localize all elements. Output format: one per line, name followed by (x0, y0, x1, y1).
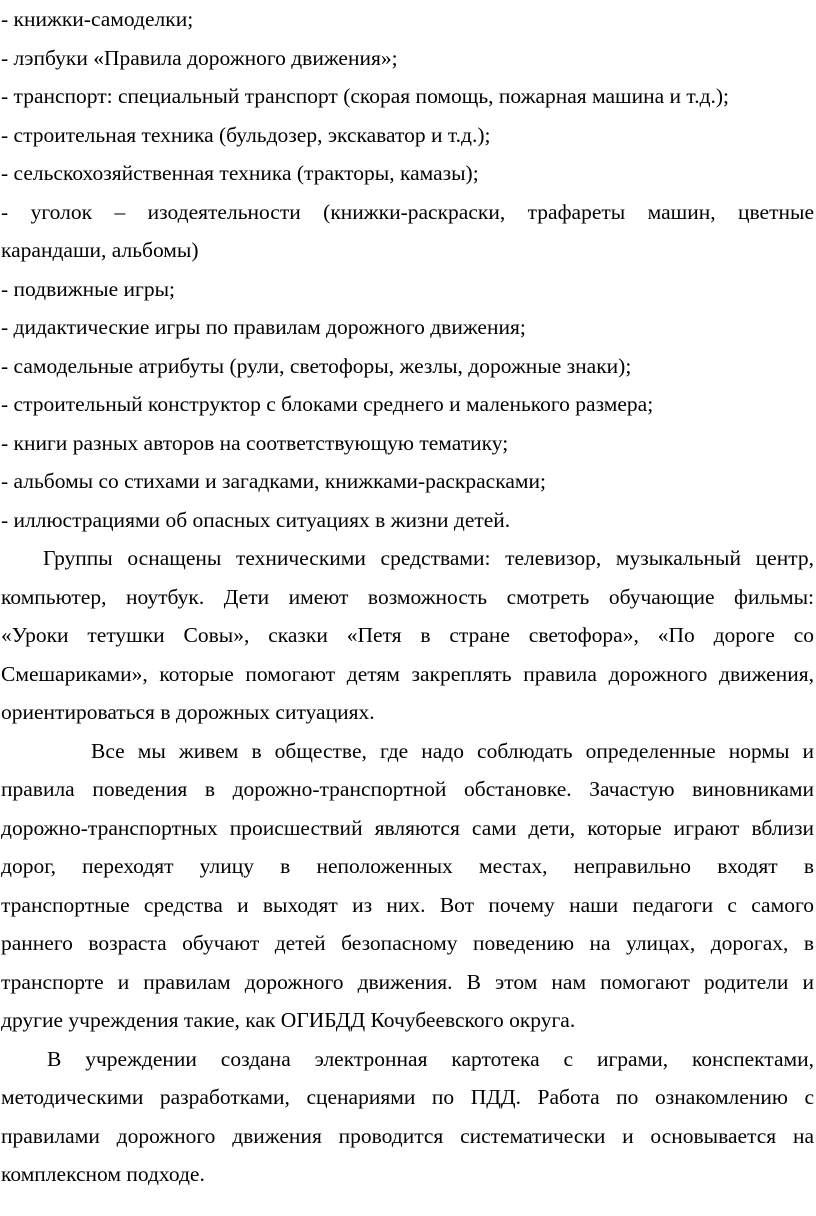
list-item: - книги разных авторов на соответствующую тематику; (1, 430, 509, 455)
list-item: - лэпбуки «Правила дорожного движения»; (1, 45, 398, 70)
paragraph-line: В учреждении создана электронная картотека с играми, конспектами, (47, 1046, 814, 1071)
paragraph-technical-means (1, 539, 814, 732)
paragraph-line: компьютер, ноутбук. Дети имеют возможность смотреть обучающие фильмы: (1, 584, 814, 609)
paragraph-line: правила поведения в дорожно-транспортной обстановке. Зачастую виновниками (1, 777, 814, 801)
paragraph-line: транспортные средства и выходят из них. Вот почему наши педагоги с самого (1, 892, 814, 917)
list-item: - строительная техника (бульдозер, экскаватор и т.д.); (1, 122, 491, 147)
list-item: - строительный конструктор с блоками среднего и маленького размера; (1, 392, 654, 416)
list-item: - подвижные игры; (1, 276, 175, 301)
paragraph-line: Группы оснащены техническими средствами: телевизор, музыкальный центр, (43, 546, 814, 570)
paragraph-line: другие учреждения такие, как ОГИБДД Кочубеевского округа. (1, 1008, 576, 1032)
paragraph-line: дорог, переходят улицу в неположенных местах, неправильно входят в (1, 854, 814, 878)
list-item: - сельскохозяйственная техника (тракторы, камазы); (1, 161, 479, 185)
paragraph-line: ориентироваться в дорожных ситуациях. (1, 700, 375, 724)
paragraph-electronic-catalog (1, 1040, 814, 1194)
list-item: - альбомы со стихами и загадками, книжками-раскрасками; (1, 469, 546, 493)
paragraph-line: Смешариками», которые помогают детям закреплять правила дорожного движения, (1, 661, 814, 686)
paragraph-line: комплексном подходе. (1, 1162, 205, 1186)
paragraph-line: дорожно-транспортных происшествий являются сами дети, которые играют вблизи (1, 815, 814, 840)
paragraph-line: раннего возраста обучают детей безопасному поведению на улицах, дорогах, в (1, 931, 814, 955)
paragraph-society-norms (1, 732, 814, 1040)
list-item-continuation: карандаши, альбомы) (1, 238, 199, 262)
paragraph-line: Все мы живем в обществе, где надо соблюдать определенные нормы и (91, 738, 814, 763)
list-item: - уголок – изодеятельности (книжки-раскраски, трафареты машин, цветные (1, 199, 814, 224)
list-item: - дидактические игры по правилам дорожного движения; (1, 315, 526, 339)
paragraph-line: правилами дорожного движения проводится систематически и основывается на (1, 1123, 814, 1148)
paragraph-line: транспорте и правилам дорожного движения. В этом нам помогают родители и (1, 969, 814, 994)
list-item: - книжки-самоделки; (1, 7, 194, 31)
paragraph-line: «Уроки тетушки Совы», сказки «Петя в стране светофора», «По дороге со (1, 623, 814, 647)
list-item: - иллюстрациями об опасных ситуациях в жизни детей. (1, 507, 511, 532)
paragraph-line: методическими разработками, сценариями по ПДД. Работа по ознакомлению с (1, 1085, 814, 1109)
list-item: - транспорт: специальный транспорт (скорая помощь, пожарная машина и т.д.); (1, 84, 730, 108)
list-item: - самодельные атрибуты (рули, светофоры, жезлы, дорожные знаки); (1, 353, 632, 378)
equipment-list (1, 0, 814, 539)
